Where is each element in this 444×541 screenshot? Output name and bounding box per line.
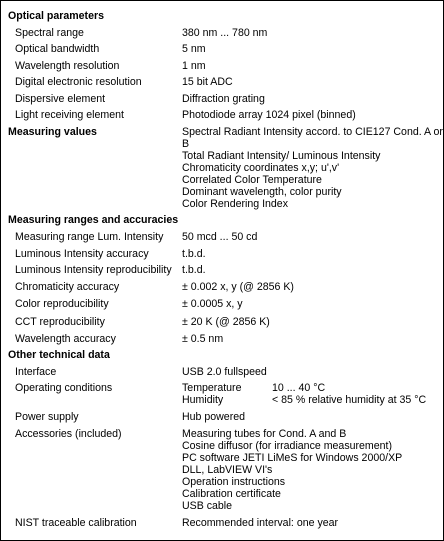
measuring-value-line: Chromaticity coordinates x,y; u',v': [182, 162, 340, 174]
row-label: NIST traceable calibration: [15, 517, 137, 529]
accessories-list: [182, 428, 440, 512]
accessory-item: Cosine diffusor (for irradiance measurement): [182, 440, 393, 452]
row-label: Operating conditions: [15, 382, 113, 394]
row-value: ± 20 K (@ 2856 K): [182, 316, 270, 328]
row-label: Wavelength resolution: [15, 60, 120, 72]
temperature-line: [182, 382, 440, 394]
row-value: Photodiode array 1024 pixel (binned): [182, 109, 356, 121]
row-value: 1 nm: [182, 60, 206, 72]
row-label: Optical bandwidth: [15, 43, 100, 55]
row-value: USB 2.0 fullspeed: [182, 366, 267, 378]
row-value: Hub powered: [182, 411, 246, 423]
row-value: ± 0.0005 x, y: [182, 298, 243, 310]
accessory-item: Operation instructions: [182, 476, 286, 488]
section-title-ranges: Measuring ranges and accuracies: [8, 214, 179, 226]
row-label: Measuring range Lum. Intensity: [15, 231, 164, 243]
row-label: Interface: [15, 366, 57, 378]
measuring-values-list: [182, 126, 443, 210]
row-value: 5 nm: [182, 43, 206, 55]
measuring-value-line: Dominant wavelength, color purity: [182, 186, 342, 198]
measuring-value-line: Correlated Color Temperature: [182, 174, 322, 186]
temperature-value: 10 ... 40 °C: [272, 382, 326, 394]
row-value: Diffraction grating: [182, 93, 265, 105]
section-title-other: Other technical data: [8, 349, 110, 361]
section-title-optical: Optical parameters: [8, 10, 104, 22]
row-value: t.b.d.: [182, 264, 206, 276]
row-value: 15 bit ADC: [182, 76, 233, 88]
measuring-value-line: Color Rendering Index: [182, 198, 288, 210]
measuring-value-line: Total Radiant Intensity/ Luminous Intensity: [182, 150, 381, 162]
row-value: ± 0.002 x, y (@ 2856 K): [182, 281, 294, 293]
row-value: 380 nm ... 780 nm: [182, 27, 268, 39]
row-label: Spectral range: [15, 27, 84, 39]
row-label: Luminous Intensity reproducibility: [15, 264, 172, 276]
measuring-value-line: Spectral Radiant Intensity accord. to CIE127 Cond. A or B: [182, 126, 443, 150]
row-value: Recommended interval: one year: [182, 517, 339, 529]
row-label: Light receiving element: [15, 109, 124, 121]
row-label: Power supply: [15, 411, 79, 423]
accessory-item: Measuring tubes for Cond. A and B: [182, 428, 347, 440]
temperature-label: Temperature: [182, 382, 242, 394]
row-label: CCT reproducibility: [15, 316, 105, 328]
accessory-item: PC software JETI LiMeS for Windows 2000/XP: [182, 452, 403, 464]
row-value: 50 mcd ... 50 cd: [182, 231, 258, 243]
row-label: Digital electronic resolution: [15, 76, 142, 88]
row-label: Chromaticity accuracy: [15, 281, 120, 293]
accessory-item: USB cable: [182, 500, 233, 512]
row-label: Accessories (included): [15, 428, 122, 440]
accessory-item: Calibration certificate: [182, 488, 281, 500]
operating-conditions-values: [182, 382, 440, 406]
row-label: Color reproducibility: [15, 298, 109, 310]
humidity-line: [182, 394, 440, 406]
humidity-value: < 85 % relative humidity at 35 °C: [272, 394, 427, 406]
row-label: Wavelength accuracy: [15, 333, 116, 345]
row-label: Dispersive element: [15, 93, 106, 105]
humidity-label: Humidity: [182, 394, 224, 406]
row-label: Luminous Intensity accuracy: [15, 248, 149, 260]
row-label: Measuring values: [8, 126, 97, 138]
row-value: t.b.d.: [182, 248, 206, 260]
row-value: ± 0.5 nm: [182, 333, 224, 345]
accessory-item: DLL, LabVIEW VI's: [182, 464, 273, 476]
